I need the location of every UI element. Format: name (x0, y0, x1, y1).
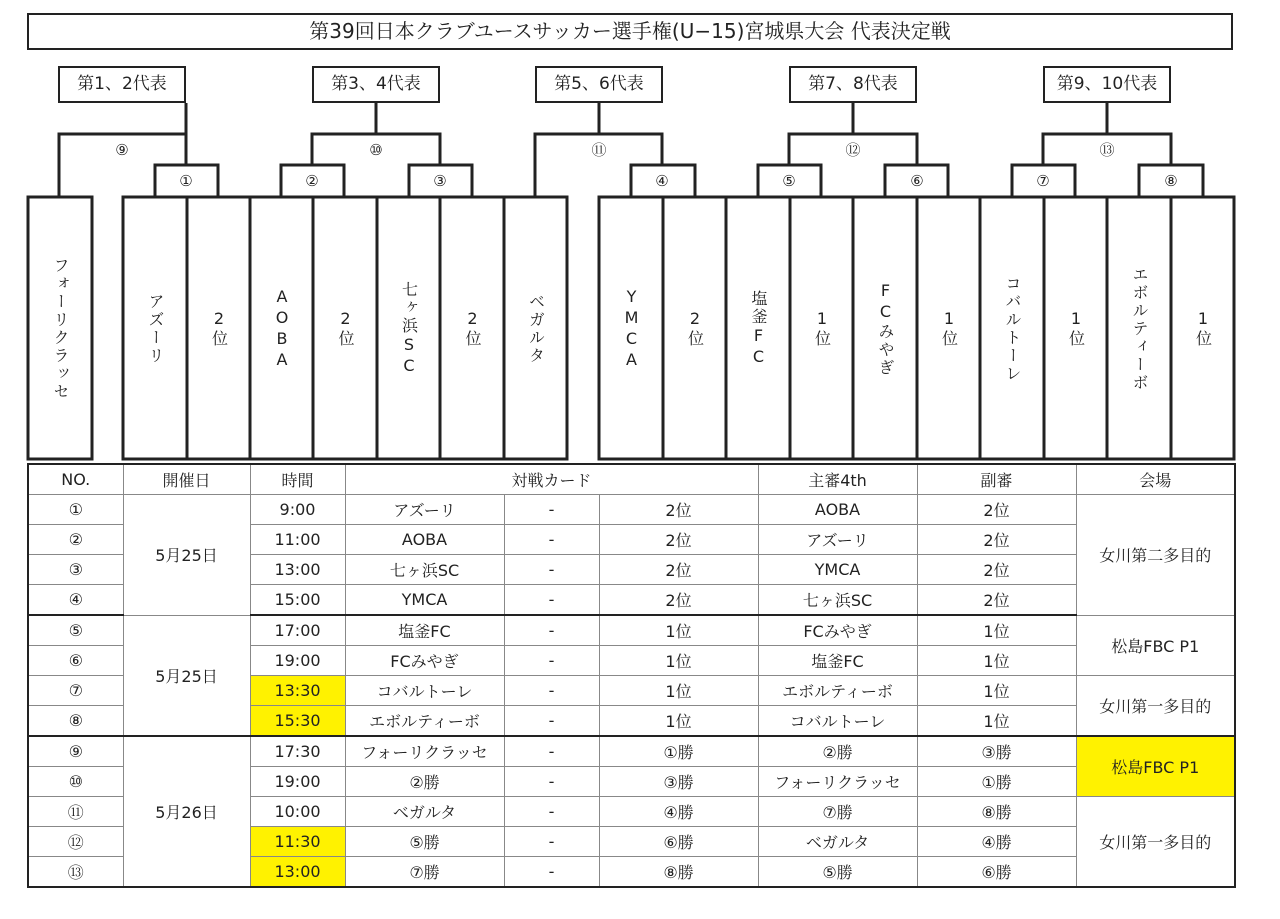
cell-sep: - (504, 827, 599, 857)
cell-asst: 2位 (917, 525, 1076, 555)
cell-ref: フォーリクラッセ (758, 767, 917, 797)
match-label-2: ② (297, 172, 327, 190)
cell-ref: FCみやぎ (758, 615, 917, 646)
cell-venue: 女川第一多目的 (1076, 797, 1235, 888)
cell-no: ⑨ (28, 736, 123, 767)
cell-date: 5月25日 (123, 615, 250, 736)
cell-sep: - (504, 676, 599, 706)
team-slot: YMCA (622, 286, 641, 371)
cell-no: ⑩ (28, 767, 123, 797)
cell-asst: ①勝 (917, 767, 1076, 797)
cell-asst: 1位 (917, 615, 1076, 646)
cell-no: ⑫ (28, 827, 123, 857)
table-row (28, 736, 1235, 767)
cell-home: AOBA (345, 525, 504, 555)
cell-no: ⑪ (28, 797, 123, 827)
cell-ref: ②勝 (758, 736, 917, 767)
cell-asst: ⑧勝 (917, 797, 1076, 827)
cell-away: ⑥勝 (599, 827, 758, 857)
cell-sep: - (504, 736, 599, 767)
cell-venue: 女川第一多目的 (1076, 676, 1235, 737)
team-slot: ベガルタ (526, 292, 546, 365)
team-slot: 塩釜FC (749, 289, 768, 368)
cell-asst: 2位 (917, 585, 1076, 616)
cell-no: ③ (28, 555, 123, 585)
cell-time: 13:30 (250, 676, 345, 706)
cell-away: 2位 (599, 495, 758, 525)
cell-sep: - (504, 555, 599, 585)
cell-home: 七ヶ浜SC (345, 555, 504, 585)
cell-ref: YMCA (758, 555, 917, 585)
cell-asst: 2位 (917, 495, 1076, 525)
cell-away: 1位 (599, 615, 758, 646)
cell-home: ②勝 (345, 767, 504, 797)
cell-away: ④勝 (599, 797, 758, 827)
cell-sep: - (504, 615, 599, 646)
cell-time: 9:00 (250, 495, 345, 525)
cell-ref: 七ヶ浜SC (758, 585, 917, 616)
cell-time: 15:30 (250, 706, 345, 737)
match-label-9: ⑨ (107, 141, 137, 159)
cell-ref: ⑦勝 (758, 797, 917, 827)
header-no: NO. (28, 464, 123, 495)
cell-time: 17:30 (250, 736, 345, 767)
cell-time: 19:00 (250, 767, 345, 797)
team-slot: コバルトーレ (1003, 274, 1022, 383)
cell-home: アズーリ (345, 495, 504, 525)
match-label-6: ⑥ (902, 172, 932, 190)
cell-home: ベガルタ (345, 797, 504, 827)
team-slot: アズーリ (146, 292, 165, 365)
cell-asst: 2位 (917, 555, 1076, 585)
cell-asst: 1位 (917, 646, 1076, 676)
match-label-4: ④ (647, 172, 677, 190)
match-label-3: ③ (425, 172, 455, 190)
match-label-11: ⑪ (584, 141, 614, 159)
match-label-8: ⑧ (1156, 172, 1186, 190)
team-slot: 2位 (209, 309, 229, 348)
cell-home: ⑦勝 (345, 857, 504, 888)
cell-home: FCみやぎ (345, 646, 504, 676)
team-slot: 2位 (463, 309, 482, 348)
cell-home: ⑤勝 (345, 827, 504, 857)
cell-time: 13:00 (250, 857, 345, 888)
cell-ref: AOBA (758, 495, 917, 525)
cell-no: ⑧ (28, 706, 123, 737)
cell-asst: 1位 (917, 676, 1076, 706)
cell-away: ⑧勝 (599, 857, 758, 888)
cell-no: ④ (28, 585, 123, 616)
cell-home: コバルトーレ (345, 676, 504, 706)
cell-ref: ⑤勝 (758, 857, 917, 888)
cell-no: ⑦ (28, 676, 123, 706)
header-time: 時間 (250, 464, 345, 495)
cell-time: 15:00 (250, 585, 345, 616)
header-venue: 会場 (1076, 464, 1235, 495)
match-label-7: ⑦ (1028, 172, 1058, 190)
cell-home: 塩釜FC (345, 615, 504, 646)
match-label-13: ⑬ (1092, 141, 1122, 159)
cell-away: 1位 (599, 646, 758, 676)
cell-away: ①勝 (599, 736, 758, 767)
representative-9-10: 第9、10代表 (1043, 66, 1171, 103)
cell-ref: アズーリ (758, 525, 917, 555)
team-slot: 1位 (1193, 309, 1213, 348)
header-assistant: 副審 (917, 464, 1076, 495)
cell-time: 19:00 (250, 646, 345, 676)
representative-3-4: 第3、4代表 (312, 66, 440, 103)
cell-asst: 1位 (917, 706, 1076, 737)
table-row (28, 615, 1235, 646)
cell-ref: コバルトーレ (758, 706, 917, 737)
representative-7-8: 第7、8代表 (789, 66, 917, 103)
page-title: 第39回日本クラブユースサッカー選手権(U−15)宮城県大会 代表決定戦 (27, 13, 1233, 50)
cell-no: ② (28, 525, 123, 555)
cell-ref: エボルティーボ (758, 676, 917, 706)
team-slot: 1位 (812, 309, 832, 348)
team-boxes (0, 196, 1280, 461)
match-label-5: ⑤ (774, 172, 804, 190)
cell-home: YMCA (345, 585, 504, 616)
cell-venue: 松島FBC P1 (1076, 736, 1235, 797)
team-slot: フォーリクラッセ (51, 256, 70, 401)
schedule-table (27, 463, 1236, 888)
cell-asst: ⑥勝 (917, 857, 1076, 888)
cell-away: ③勝 (599, 767, 758, 797)
cell-away: 1位 (599, 676, 758, 706)
cell-sep: - (504, 525, 599, 555)
cell-date: 5月26日 (123, 736, 250, 887)
team-slot: 2位 (336, 309, 355, 348)
cell-sep: - (504, 585, 599, 616)
team-slot: AOBA (272, 286, 292, 371)
cell-asst: ③勝 (917, 736, 1076, 767)
match-label-1: ① (171, 172, 201, 190)
cell-ref: ベガルタ (758, 827, 917, 857)
team-slot: 1位 (939, 309, 959, 348)
table-row (28, 495, 1235, 525)
representative-1-2: 第1、2代表 (58, 66, 186, 103)
table-header-row (28, 464, 1235, 495)
cell-no: ⑤ (28, 615, 123, 646)
cell-away: 2位 (599, 585, 758, 616)
representative-5-6: 第5、6代表 (535, 66, 663, 103)
cell-sep: - (504, 797, 599, 827)
cell-away: 2位 (599, 525, 758, 555)
team-slot: 2位 (685, 309, 705, 348)
header-date: 開催日 (123, 464, 250, 495)
cell-date: 5月25日 (123, 495, 250, 616)
match-label-12: ⑫ (838, 141, 868, 159)
header-referee: 主審4th (758, 464, 917, 495)
cell-sep: - (504, 706, 599, 737)
cell-time: 11:00 (250, 525, 345, 555)
team-slot: 1位 (1066, 309, 1086, 348)
cell-away: 2位 (599, 555, 758, 585)
cell-time: 10:00 (250, 797, 345, 827)
team-slot: FCみやぎ (876, 280, 895, 377)
cell-home: エボルティーボ (345, 706, 504, 737)
cell-sep: - (504, 495, 599, 525)
header-card: 対戦カード (345, 464, 758, 495)
match-label-10: ⑩ (361, 141, 391, 159)
cell-sep: - (504, 857, 599, 888)
cell-no: ① (28, 495, 123, 525)
cell-venue: 松島FBC P1 (1076, 615, 1235, 676)
cell-asst: ④勝 (917, 827, 1076, 857)
cell-ref: 塩釜FC (758, 646, 917, 676)
team-slot: 七ヶ浜SC (399, 280, 419, 377)
cell-sep: - (504, 767, 599, 797)
cell-time: 13:00 (250, 555, 345, 585)
team-slot: エボルティーボ (1130, 265, 1149, 392)
cell-home: フォーリクラッセ (345, 736, 504, 767)
cell-time: 11:30 (250, 827, 345, 857)
cell-time: 17:00 (250, 615, 345, 646)
cell-no: ⑬ (28, 857, 123, 888)
cell-sep: - (504, 646, 599, 676)
cell-no: ⑥ (28, 646, 123, 676)
cell-away: 1位 (599, 706, 758, 737)
cell-venue: 女川第二多目的 (1076, 495, 1235, 616)
